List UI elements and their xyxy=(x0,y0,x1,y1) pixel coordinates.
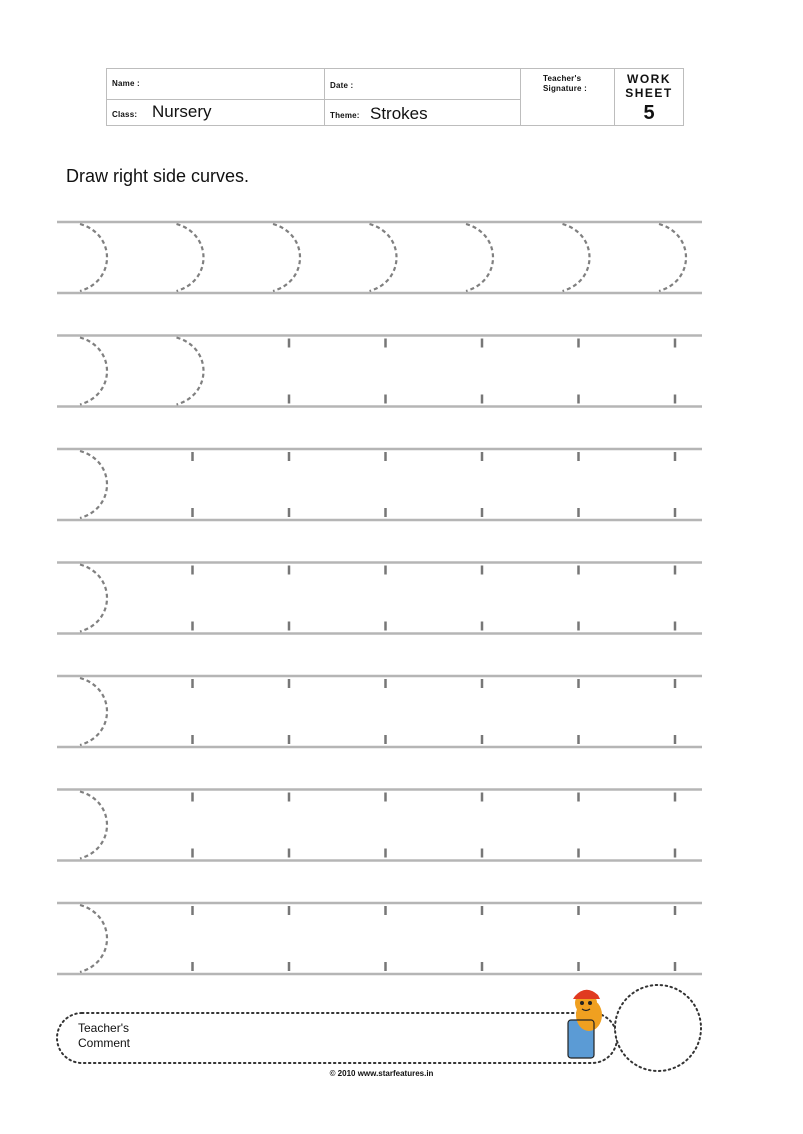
comment-label-line1: Teacher's xyxy=(78,1021,129,1035)
grade-circle xyxy=(615,985,701,1071)
class-value: Nursery xyxy=(152,102,212,121)
copyright-text: © 2010 www.starfeatures.in xyxy=(329,1069,434,1078)
worksheet-number: 5 xyxy=(643,102,655,124)
signature-label-line2: Signature : xyxy=(543,84,587,93)
class-label: Class: xyxy=(112,110,138,119)
comment-label xyxy=(78,1021,130,1051)
comment-label-line2: Comment xyxy=(78,1036,131,1050)
comment-box xyxy=(57,1013,617,1063)
theme-label: Theme: xyxy=(330,111,360,120)
name-label: Name : xyxy=(112,79,140,88)
footer xyxy=(0,1069,803,1078)
worksheet-label-line1: WORK xyxy=(627,72,671,86)
theme-value: Strokes xyxy=(370,104,428,123)
date-label: Date : xyxy=(330,81,354,90)
worksheet-label-line2: SHEET xyxy=(625,86,673,100)
mascot-icon xyxy=(568,990,602,1058)
instruction-text: Draw right side curves. xyxy=(66,166,250,186)
signature-label-line1: Teacher's xyxy=(543,74,582,83)
